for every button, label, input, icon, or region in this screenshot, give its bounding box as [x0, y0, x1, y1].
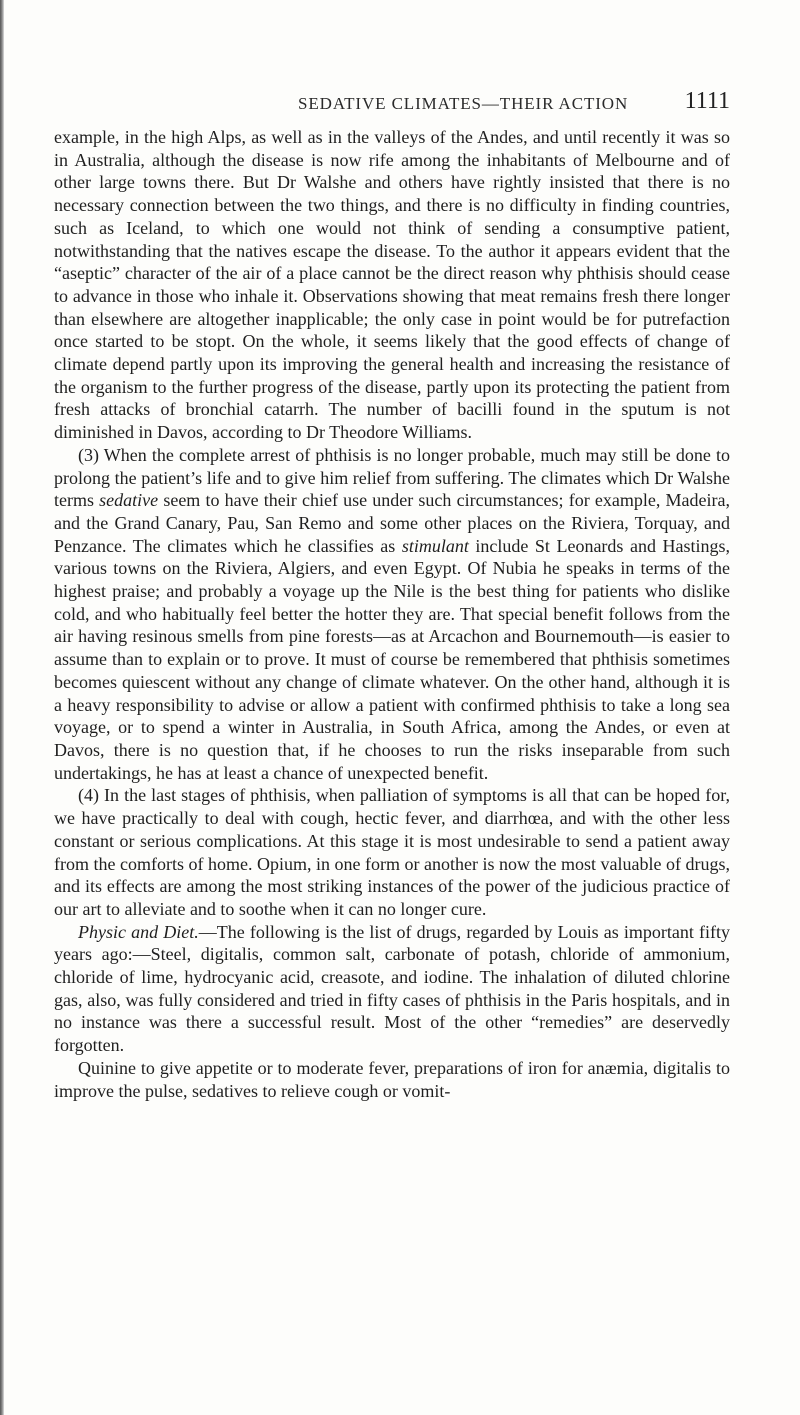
text-run: example, in the high Alps, as well as in the valleys of the Andes, and until recently it was so in Australia, although the disease is now rife among the inhabitants of Melbourne and of other large towns there. But Dr Walshe and others have rightly insisted that there is no necessary connection between the two things, and there is no difficulty in finding countries, such as Iceland, to which one would not think of sending a consumptive patient, notwithstanding that the natives escape the disease. To the author it appears evident that the “aseptic” character of the air of a place cannot be the direct reason why phthisis should cease to advance in those who inhale it. Observations showing that meat remains fresh there longer than elsewhere are altogether inapplicable; the only case in point would be for putrefaction once started to be stopt. On the whole, it seems likely that the good effects of change of climate depend partly upon its improving the general health and increasing the resistance of the organism to the further progress of the disease, partly upon its protecting the patient from fresh attacks of bronchial catarrh. The number of bacilli found in the sputum is not diminished in Davos, according to Dr Theodore Williams. — [54, 127, 730, 443]
italic-text: sedative — [99, 490, 159, 511]
text-run: Quinine to give appetite or to moderate fever, preparations of iron for anæmia, digitalis to improve the pulse, sedatives to relieve cough or vomit- — [54, 1057, 730, 1101]
text-run: (3) When the complete arrest of phthisis is no longer probable, much may still be done to prolong the patient’s life and to give him relief from suffering. The climates which Dr Walshe terms — [54, 444, 730, 511]
text-run: —The following is the list of drugs, regarded by Louis as important fifty years ago:—Steel, digitalis, common salt, carbonate of potash, chloride of ammonium, chloride of lime, hydrocyanic acid, creasote, and iodine. The inhalation of diluted chlorine gas, also, was fully considered and tried in fifty cases of phthisis in the Paris hospitals, and in no instance was there a successful result. Most of the other “remedies” are deservedly forgotten. — [54, 921, 730, 1056]
paragraph — [54, 784, 730, 920]
paragraph — [54, 126, 730, 444]
binding-edge — [0, 0, 4, 1415]
running-title: SEDATIVE CLIMATES—THEIR ACTION — [298, 94, 629, 113]
paragraph — [54, 921, 730, 1057]
text-run: include St Leonards and Hastings, various towns on the Riviera, Algiers, and even Egypt. Of Nubia he speaks in terms of the highest praise; and probably a voyage up the Nile is the best thing for patients who dislike cold, and who habitually feel better the hotter they are. That special benefit follows from the air having resinous smells from pine forests—as at Arcachon and Bournemouth—is easier to assume than to explain or to prove. It must of course be remembered that phthisis sometimes becomes quiescent without any change of climate whatever. On the other hand, although it is a heavy responsibility to advise or allow a patient with confirmed phthisis to take a long sea voyage, or to spend a winter in Australia, in South Africa, among the Andes, or even at Davos, there is no question that, if he chooses to run the risks inseparable from such undertakings, he has at least a chance of unexpected benefit. — [54, 535, 730, 783]
body-text — [54, 126, 730, 1102]
page-header — [298, 88, 730, 122]
page-number: 1111 — [684, 88, 730, 114]
text-run: seem to have their chief use under such circumstances; for example, Madeira, and the Grand Canary, Pau, San Remo and some other places on the Riviera, Torquay, and Penzance. The climates which he classifies as — [54, 490, 730, 556]
paragraph — [54, 444, 730, 785]
italic-text: stimulant — [401, 535, 469, 556]
text-run: (4) In the last stages of phthisis, when palliation of symptoms is all that can be hoped for, we have practically to deal with cough, hectic fever, and diarrhœa, and with the other less constant or serious complications. At this stage it is most undesirable to send a patient away from the comforts of home. Opium, in one form or another is now the most valuable of drugs, and its effects are among the most striking instances of the power of the judicious practice of our art to alleviate and to soothe when it can no longer cure. — [54, 785, 730, 919]
italic-text: Physic and Diet. — [78, 921, 199, 942]
paragraph — [54, 1057, 730, 1102]
